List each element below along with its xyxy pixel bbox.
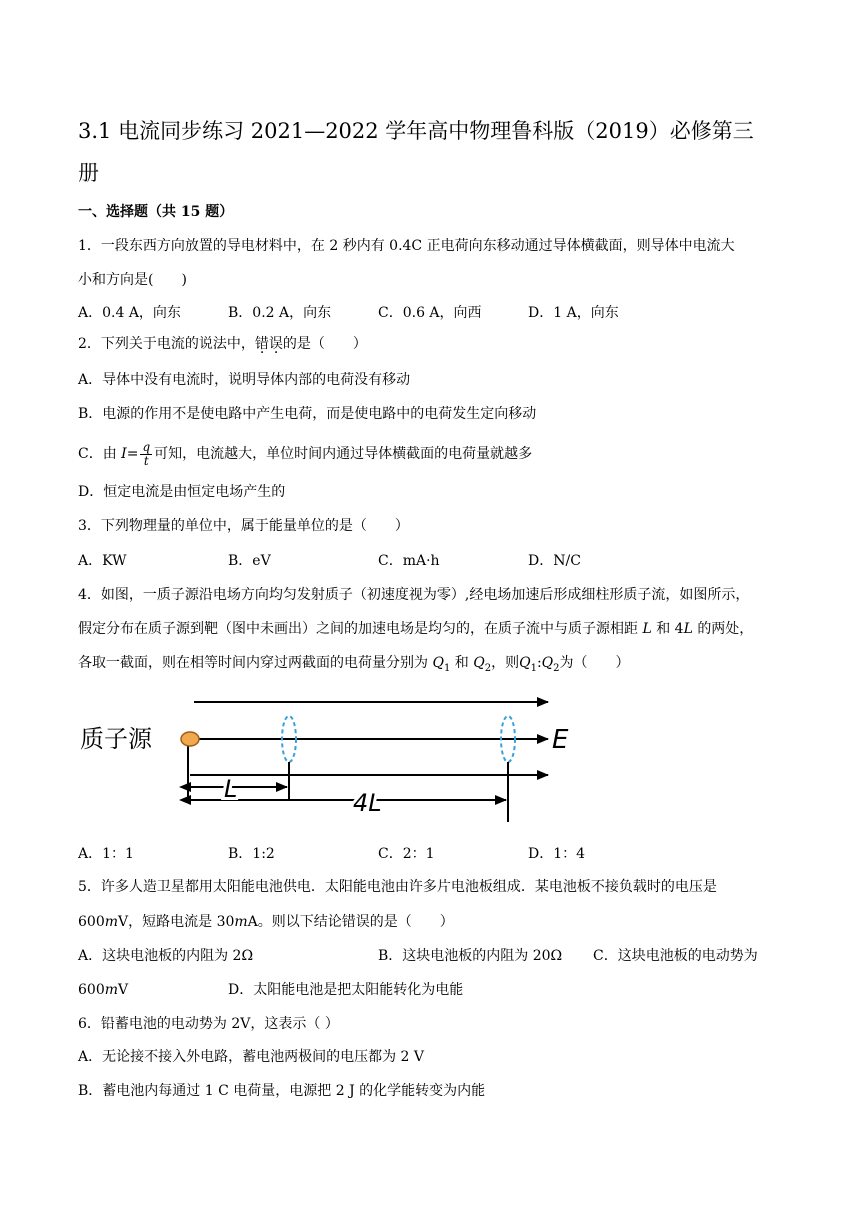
field-label-E: E	[552, 725, 569, 755]
q5-stem-line2	[78, 912, 454, 932]
proton-source-icon	[181, 732, 199, 746]
ratio-colon: :	[536, 655, 542, 671]
subscript-2: 2	[553, 662, 560, 674]
label-L: L	[224, 775, 238, 803]
fraction-numerator: q	[142, 439, 151, 454]
q2-stem-text: 2．下列关于电流的说法中，	[78, 336, 255, 352]
q3-option-c: C．mA·h	[378, 553, 440, 569]
var-L: L	[683, 621, 693, 637]
q4-line2-mid: 和 4	[656, 621, 684, 637]
fraction-denominator: t	[143, 453, 149, 468]
label-4L: 4L	[353, 789, 382, 817]
q5-option-b: B．这块电池板的内阻为 20Ω	[378, 948, 563, 964]
q6-option-a: A．无论接不接入外电路，蓄电池两极间的电压都为 2 V	[78, 1049, 425, 1065]
q5-option-c-continued	[78, 980, 128, 1000]
page-title-continued: 册	[78, 161, 99, 185]
q4-and: 和	[454, 655, 469, 671]
q4-line2-text: 假定分布在质子源到靶（图中未画出）之间的加速电场是均匀的，在质子流中与质子源相距	[78, 621, 638, 637]
q5-option-a: A．这块电池板的内阻为 2Ω	[78, 948, 254, 964]
var-L: L	[642, 621, 652, 637]
subscript-1: 1	[530, 662, 537, 674]
var-Q: Q	[473, 655, 485, 671]
var-Q: Q	[432, 655, 444, 671]
q4-option-a: A．1：1	[78, 846, 134, 862]
q5-line2-text: V，短路电流是 30	[118, 914, 235, 930]
q1-option-c: C．0.6 A，向西	[378, 305, 482, 321]
proton-source-label: 质子源	[80, 725, 152, 753]
q4-stem-line1: 4．如图，一质子源沿电场方向均匀发射质子（初速度视为零）,经电场加速后形成细柱形质子流，如图所示，	[78, 587, 750, 603]
page-title: 3.1 电流同步练习 2021—2022 学年高中物理鲁科版（2019）必修第三	[78, 119, 754, 143]
subscript-2: 2	[484, 662, 492, 674]
q6-stem: 6．铅蓄电池的电动势为 2V，这表示（ ）	[78, 1016, 339, 1032]
q5-option-c-unit: V	[118, 982, 129, 998]
q5-voltage-value: 600	[78, 914, 105, 930]
q1-stem-line2: 小和方向是( )	[78, 272, 187, 288]
q4-stem-line2	[78, 619, 753, 639]
q4-option-b: B．1:2	[228, 846, 275, 862]
q2-option-d: D．恒定电流是由恒定电场产生的	[78, 484, 286, 500]
q4-option-c: C．2：1	[378, 846, 435, 862]
q1-stem-line1: 1．一段东西方向放置的导电材料中，在 2 秒内有 0.4C 正电荷向东移动通过导体横截面，则导体中电流大	[78, 238, 735, 254]
q6-option-b: B．蓄电池内每通过 1 C 电荷量，电源把 2 J 的化学能转变为内能	[78, 1083, 486, 1099]
q3-option-b: B．eV	[228, 553, 271, 569]
var-Q: Q	[519, 655, 531, 671]
q2-option-a: A．导体中没有电流时，说明导体内部的电荷没有移动	[78, 372, 411, 388]
formula-equals: =	[126, 446, 139, 462]
section-heading: 一、选择题（共 15 题）	[78, 204, 234, 220]
q4-line2-tail: 的两处，	[697, 621, 754, 637]
q5-option-d: D．太阳能电池是把太阳能转化为电能	[228, 982, 464, 998]
q4-line3-text: 各取一截面，则在相等时间内穿过两截面的电荷量分别为	[78, 655, 428, 671]
unit-prefix-m: m	[104, 982, 119, 998]
subscript-1: 1	[443, 662, 451, 674]
q2-stem	[78, 334, 367, 354]
q4-stem-line3	[78, 653, 630, 679]
q2-option-c-prefix: C．由	[78, 446, 117, 462]
formula-current-symbol: I	[121, 446, 127, 462]
q4-line3-mid: ，则	[491, 655, 520, 671]
q3-option-a: A．KW	[78, 553, 127, 569]
q2-emphasis-char-1: 错	[254, 336, 269, 352]
q2-option-b: B．电源的作用不是使电路中产生电荷，而是使电路中的电荷发生定向移动	[78, 406, 537, 422]
q5-stem-line1: 5．许多人造卫星都用太阳能电池供电．太阳能电池由许多片电池板组成．某电池板不接负载时的电压是	[78, 879, 717, 895]
unit-prefix-m: m	[104, 914, 119, 930]
q5-option-c-value: 600	[78, 982, 105, 998]
unit-prefix-m: m	[234, 914, 248, 930]
q5-line2-tail: A。则以下结论错误的是（ ）	[247, 914, 454, 930]
q5-option-c: C．这块电池板的电动势为	[593, 948, 758, 964]
q2-option-c	[78, 440, 532, 468]
q2-emphasis-char-2: 误	[268, 336, 283, 352]
q2-option-c-text: 可知，电流越大，单位时间内通过导体横截面的电荷量就越多	[154, 446, 533, 462]
q1-option-b: B．0.2 A，向东	[228, 305, 332, 321]
q1-option-a: A．0.4 A，向东	[78, 305, 181, 321]
proton-source-diagram	[78, 690, 598, 830]
var-Q: Q	[541, 655, 554, 671]
q4-line3-tail: 为（ ）	[559, 655, 630, 671]
q3-option-d: D．N/C	[528, 553, 581, 569]
q1-option-d: D．1 A，向东	[528, 305, 619, 321]
formula-fraction	[140, 441, 152, 468]
q4-option-d: D．1：4	[528, 846, 586, 862]
q2-stem-tail: 的是（ ）	[282, 336, 367, 352]
q3-stem: 3．下列物理量的单位中，属于能量单位的是（ ）	[78, 518, 409, 534]
